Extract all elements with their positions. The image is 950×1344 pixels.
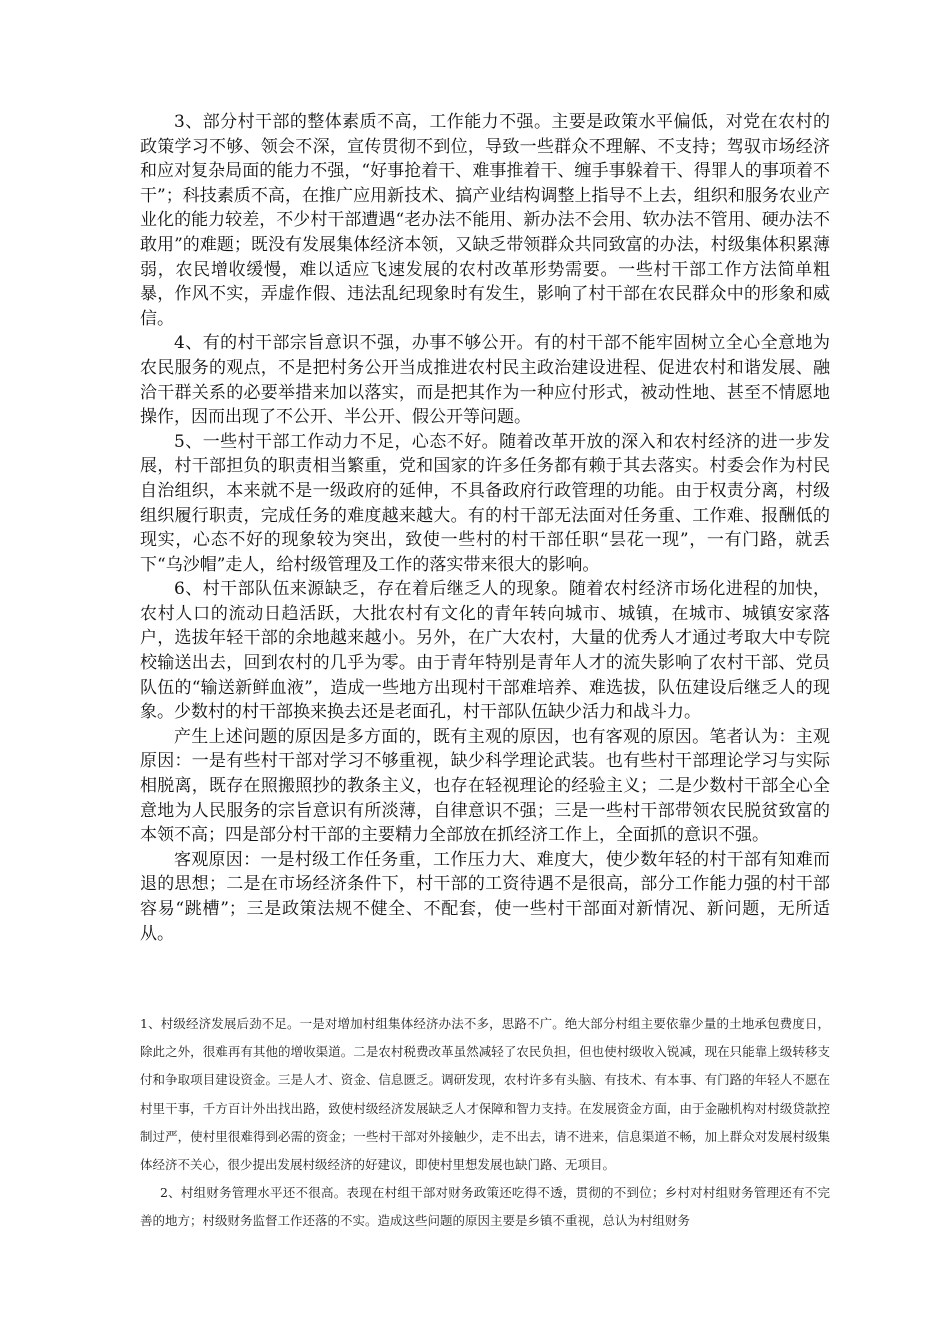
- paragraph-6: 6、村干部队伍来源缺乏，存在着后继乏人的现象。随着农村经济市场化进程的加快，农村人口的流动日趋活跃，大批农村有文化的青年转向城市、城镇，在城市、城镇安家落户，选拔年轻干部的余地越来越小。另外，在广大农村，大量的优秀人才通过考取大中专院校输送出去，回到农村的几乎为零。由于青年特别是青年人才的流失影响了农村干部、党员队伍的“输送新鲜血液”，造成一些地方出现村干部难培养、难选拔，队伍建设后继乏人的现象。少数村的村干部换来换去还是老面孔，村干部队伍缺少活力和战斗力。: [140, 579, 830, 723]
- main-text-section: [140, 110, 830, 946]
- paragraph-finance-management: 2、村组财务管理水平还不很高。表现在村组干部对财务政策还吃得不透，贯彻的不到位；乡村对村组财务管理还有不完善的地方；村级财务监督工作还落的不实。造成这些问题的原因主要是乡镇不重视，总认为村组财务: [140, 1185, 830, 1229]
- paragraph-5: 5、一些村干部工作动力不足，心态不好。随着改革开放的深入和农村经济的进一步发展，村干部担负的职责相当繁重，党和国家的许多任务都有赖于其去落实。村委会作为村民自治组织，本来就不是一级政府的延伸，不具备政府行政管理的功能。由于权责分离，村级组织履行职责，完成任务的难度越来越大。有的村干部无法面对任务重、工作难、报酬低的现实，心态不好的现象较为突出，致使一些村的村干部任职“昙花一现”，一有门路，就丢下“乌沙帽”走人，给村级管理及工作的落实带来很大的影响。: [140, 431, 830, 575]
- secondary-text-section: [140, 1010, 830, 1236]
- paragraph-3: 3、部分村干部的整体素质不高，工作能力不强。主要是政策水平偏低，对党在农村的政策学习不够、领会不深，宣传贯彻不到位，导致一些群众不理解、不支持；驾驭市场经济和应对复杂局面的能力不强，“好事抢着干、难事推着干、缠手事躲着干、得罪人的事项着不干”；科技素质不高，在推广应用新技术、搞产业结构调整上指导不上去，组织和服务农业产业化的能力较差，不少村干部遭遇“老办法不能用、新办法不会用、软办法不管用、硬办法不敢用”的难题；既没有发展集体经济本领，又缺乏带领群众共同致富的办法，村级集体积累薄弱，农民增收缓慢，难以适应飞速发展的农村改革形势需要。一些村干部工作方法简单粗暴，作风不实，弄虚作假、违法乱纪现象时有发生，影响了村干部在农民群众中的形象和威信。: [140, 112, 830, 329]
- paragraph-village-economy: 1、村级经济发展后劲不足。一是对增加村组集体经济办法不多，思路不广。绝大部分村组主要依靠少量的土地承包费度日，除此之外，很难再有其他的增收渠道。二是农村税费改革虽然减轻了农民负担，但也使村级收入锐减，现在只能靠上级转移支付和争取项目建设资金。三是人才、资金、信息匮乏。调研发现，农村许多有头脑、有技术、有本事、有门路的年轻人不愿在村里干事，千方百计外出找出路，致使村级经济发展缺乏人才保障和智力支持。在发展资金方面，由于金融机构对村级贷款控制过严，使村里很难得到必需的资金；一些村干部对外接触少，走不出去，请不进来，信息渠道不畅，加上群众对发展村级集体经济不关心，很少提出发展村级经济的好建议，即使村里想发展也缺门路、无项目。: [140, 1016, 830, 1173]
- paragraph-objective-causes: 客观原因：一是村级工作任务重，工作压力大、难度大，使少数年轻的村干部有知难而退的思想；二是在市场经济条件下，村干部的工资待遇不是很高，部分工作能力强的村干部容易“跳槽”；三是政策法规不健全、不配套，使一些村干部面对新情况、新问题，无所适从。: [140, 849, 830, 944]
- paragraph-4: 4、有的村干部宗旨意识不强，办事不够公开。有的村干部不能牢固树立全心全意地为农民服务的观点，不是把村务公开当成推进农村民主政治建设进程、促进农村和谐发展、融洽干群关系的必要举措来加以落实，而是把其作为一种应付形式，被动性地、甚至不情愿地操作，因而出现了不公开、半公开、假公开等问题。: [140, 333, 830, 428]
- paragraph-causes: 产生上述问题的原因是多方面的，既有主观的原因，也有客观的原因。笔者认为：主观原因：一是有些村干部对学习不够重视，缺少科学理论武装。也有些村干部理论学习与实际相脱离，既存在照搬照抄的教条主义，也存在轻视理论的经验主义；二是少数村干部全心全意地为人民服务的宗旨意识有所淡薄，自律意识不强；三是一些村干部带领农民脱贫致富的本领不高；四是部分村干部的主要精力全部放在抓经济工作上，全面抓的意识不强。: [140, 726, 830, 846]
